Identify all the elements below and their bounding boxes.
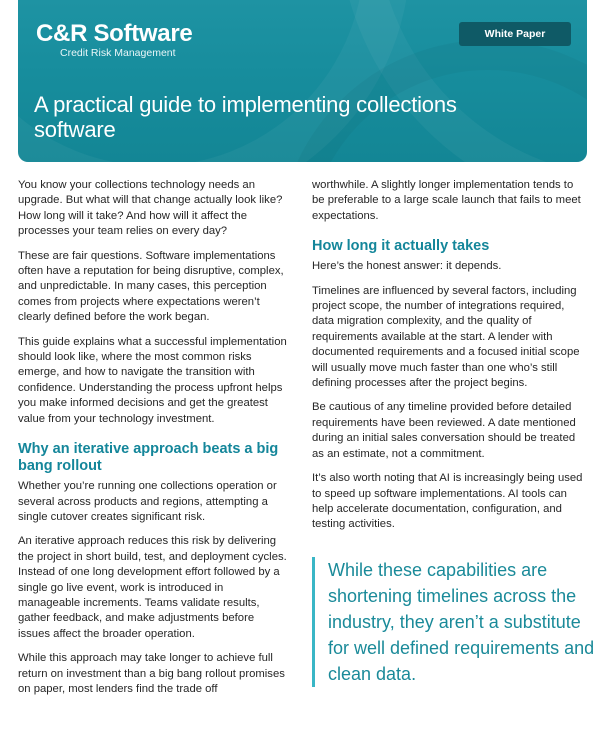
pull-quote: While these capabilities are shortening timelines across the industry, they aren’t a substitute for well defined requirements and clean data. <box>312 557 598 687</box>
paragraph: worthwhile. A slightly longer implementation tends to be preferable to a large scale launch that fails to meet expectations. <box>312 179 581 222</box>
company-logo <box>36 22 192 59</box>
paragraph: While this approach may take longer to achieve full return on investment than a big bang rollout promises on paper, most lenders find the trade off <box>18 652 285 695</box>
paragraph: Here’s the honest answer: it depends. <box>312 260 502 273</box>
page-title: A practical guide to implementing collections software <box>34 92 457 142</box>
paragraph: This guide explains what a successful implementation should look like, where the most common risks emerge, and how to navigate the transition with confidence. Understanding the process upfront helps you make informed decisions and get the greatest value from your technology investment. <box>18 335 287 425</box>
right-column <box>312 178 584 542</box>
paragraph: Whether you’re running one collections operation or several across products and regions, attempting a single cutover creates significant risk. <box>18 480 277 523</box>
paragraph: It’s also worth noting that AI is increasingly being used to speed up software implementations. AI tools can help accelerate documentation, configuration, and testing activities. <box>312 472 583 531</box>
paragraph: Timelines are influenced by several factors, including project scope, the number of integrations required, data migration complexity, and the quality of requirements available at the start. A lender with documented requirements and a focused initial scope will usually move much faster than one who’s still defining processes after the project begins. <box>312 284 580 390</box>
left-column <box>18 178 288 706</box>
logo-name: C&R Software <box>36 20 193 47</box>
paragraph: You know your collections technology needs an upgrade. But what will that change actually look like? How long will it take? And how will it affect the processes your team relies on every day? <box>18 179 283 238</box>
paragraph: These are fair questions. Software implementations often have a reputation for being disruptive, complex, and unpredictable. In many cases, this perception comes from projects where expectations weren’t clearly defined before the work began. <box>18 249 284 324</box>
section-heading-timeline: How long it actually takes <box>312 238 490 255</box>
paragraph: An iterative approach reduces this risk by delivering the project in short build, test, and deployment cycles. Instead of one long development effort followed by a single go live event, work is introduced in manageable increments. Teams validate results, gather feedback, and make adjustments before issues affect the broader operation. <box>18 535 287 640</box>
logo-tagline: Credit Risk Management <box>60 47 176 59</box>
section-heading-iterative: Why an iterative approach beats a big bang rollout <box>18 441 279 475</box>
paragraph: Be cautious of any timeline provided before detailed requirements have been reviewed. A date mentioned during an initial sales conversation should be treated as an estimate, not a commitment. <box>312 401 576 460</box>
document-type-badge: White Paper <box>459 22 571 46</box>
header-banner <box>18 0 587 162</box>
